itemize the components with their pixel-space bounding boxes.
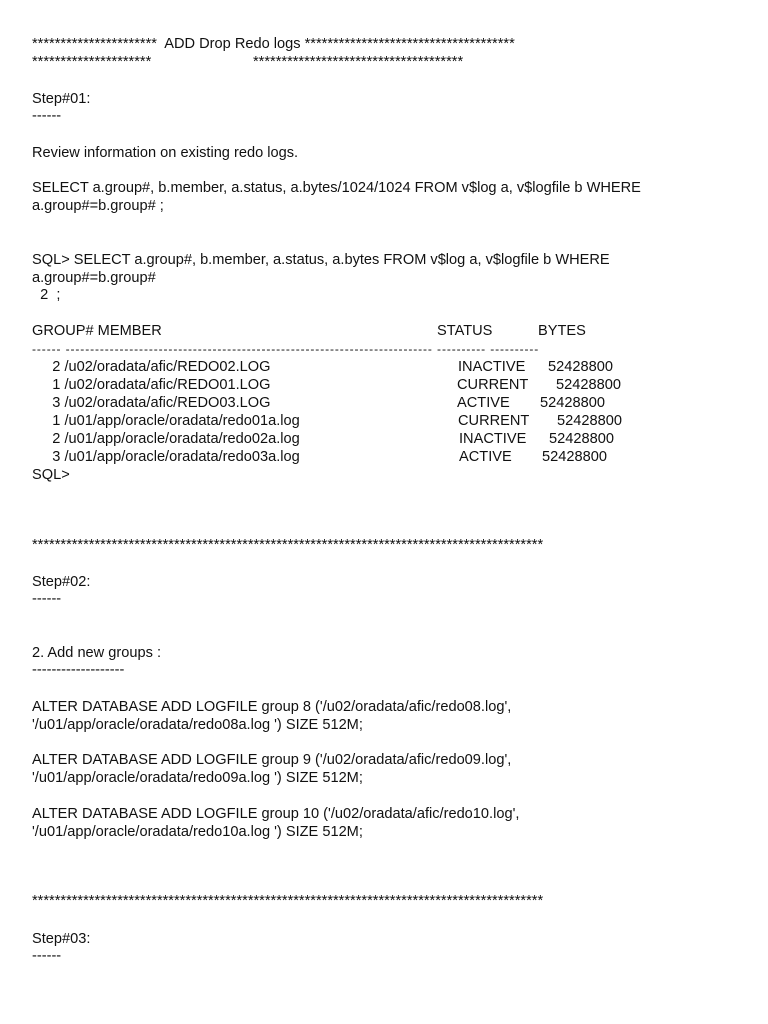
- step1-heading: Step#01:: [32, 91, 91, 107]
- table-row-status: INACTIVE: [458, 359, 526, 375]
- table-row-member: 3 /u01/app/oracle/oradata/redo03a.log: [32, 449, 300, 465]
- header-status: STATUS: [437, 323, 493, 339]
- header-group-member: GROUP# MEMBER: [32, 323, 162, 339]
- table-row-member: 2 /u02/oradata/afic/REDO02.LOG: [32, 359, 271, 375]
- alter-group-10-line-1: ALTER DATABASE ADD LOGFILE group 10 ('/u02/oradata/afic/redo10.log',: [32, 806, 520, 822]
- table-row-status: ACTIVE: [459, 449, 512, 465]
- alter-group-9-line-2: '/u01/app/oracle/oradata/redo09a.log ') SIZE 512M;: [32, 770, 363, 786]
- table-row-member: 1 /u02/oradata/afic/REDO01.LOG: [32, 377, 271, 393]
- table-row-member: 1 /u01/app/oracle/oradata/redo01a.log: [32, 413, 300, 429]
- table-row-status: CURRENT: [458, 413, 530, 429]
- sql-line-2: a.group#=b.group#: [32, 270, 156, 286]
- divider-stars: ******************************************************************************************: [32, 537, 544, 553]
- query-line-2: a.group#=b.group# ;: [32, 198, 164, 214]
- alter-group-10-line-2: '/u01/app/oracle/oradata/redo10a.log ') SIZE 512M;: [32, 824, 363, 840]
- step1-description: Review information on existing redo logs.: [32, 145, 299, 161]
- table-row-bytes: 52428800: [549, 431, 614, 447]
- alter-group-8-line-1: ALTER DATABASE ADD LOGFILE group 8 ('/u02/oradata/afic/redo08.log',: [32, 699, 512, 715]
- table-row-status: INACTIVE: [459, 431, 527, 447]
- page-title: ADD Drop Redo logs: [164, 36, 301, 52]
- sql-line-3: 2 ;: [32, 287, 61, 303]
- table-row-status: ACTIVE: [457, 395, 510, 411]
- title-stars-line2-right: *************************************: [253, 54, 464, 70]
- table-row-bytes: 52428800: [540, 395, 605, 411]
- step2-subheading: 2. Add new groups :: [32, 645, 161, 661]
- table-row-bytes: 52428800: [557, 413, 622, 429]
- alter-group-9-line-1: ALTER DATABASE ADD LOGFILE group 9 ('/u02/oradata/afic/redo09.log',: [32, 752, 512, 768]
- table-row-status: CURRENT: [457, 377, 529, 393]
- step3-heading: Step#03:: [32, 931, 91, 947]
- title-stars-left: **********************: [32, 36, 157, 52]
- sql-line-1: SQL> SELECT a.group#, b.member, a.status, a.bytes FROM v$log a, v$logfile b WHERE: [32, 252, 610, 268]
- alter-group-8-line-2: '/u01/app/oracle/oradata/redo08a.log ') SIZE 512M;: [32, 717, 363, 733]
- title-stars-right: *************************************: [304, 36, 515, 52]
- title-stars-line2-left: *********************: [32, 54, 152, 70]
- step2-dashes: ------: [32, 591, 62, 607]
- table-separator: ------ --------------------------------------------------------------------------- ---------- ----------: [32, 342, 540, 356]
- table-row-bytes: 52428800: [548, 359, 613, 375]
- step2-subdashes: -------------------: [32, 662, 125, 678]
- step1-dashes: ------: [32, 108, 62, 124]
- query-line-1: SELECT a.group#, b.member, a.status, a.bytes/1024/1024 FROM v$log a, v$logfile b WHERE: [32, 180, 641, 196]
- divider-stars: ******************************************************************************************: [32, 893, 544, 909]
- title-line: [32, 35, 515, 53]
- table-row-bytes: 52428800: [542, 449, 607, 465]
- table-row-member: 3 /u02/oradata/afic/REDO03.LOG: [32, 395, 271, 411]
- sql-prompt: SQL>: [32, 467, 70, 483]
- table-row-bytes: 52428800: [556, 377, 621, 393]
- header-bytes: BYTES: [538, 323, 586, 339]
- step3-dashes: ------: [32, 948, 62, 964]
- table-row-member: 2 /u01/app/oracle/oradata/redo02a.log: [32, 431, 300, 447]
- step2-heading: Step#02:: [32, 574, 91, 590]
